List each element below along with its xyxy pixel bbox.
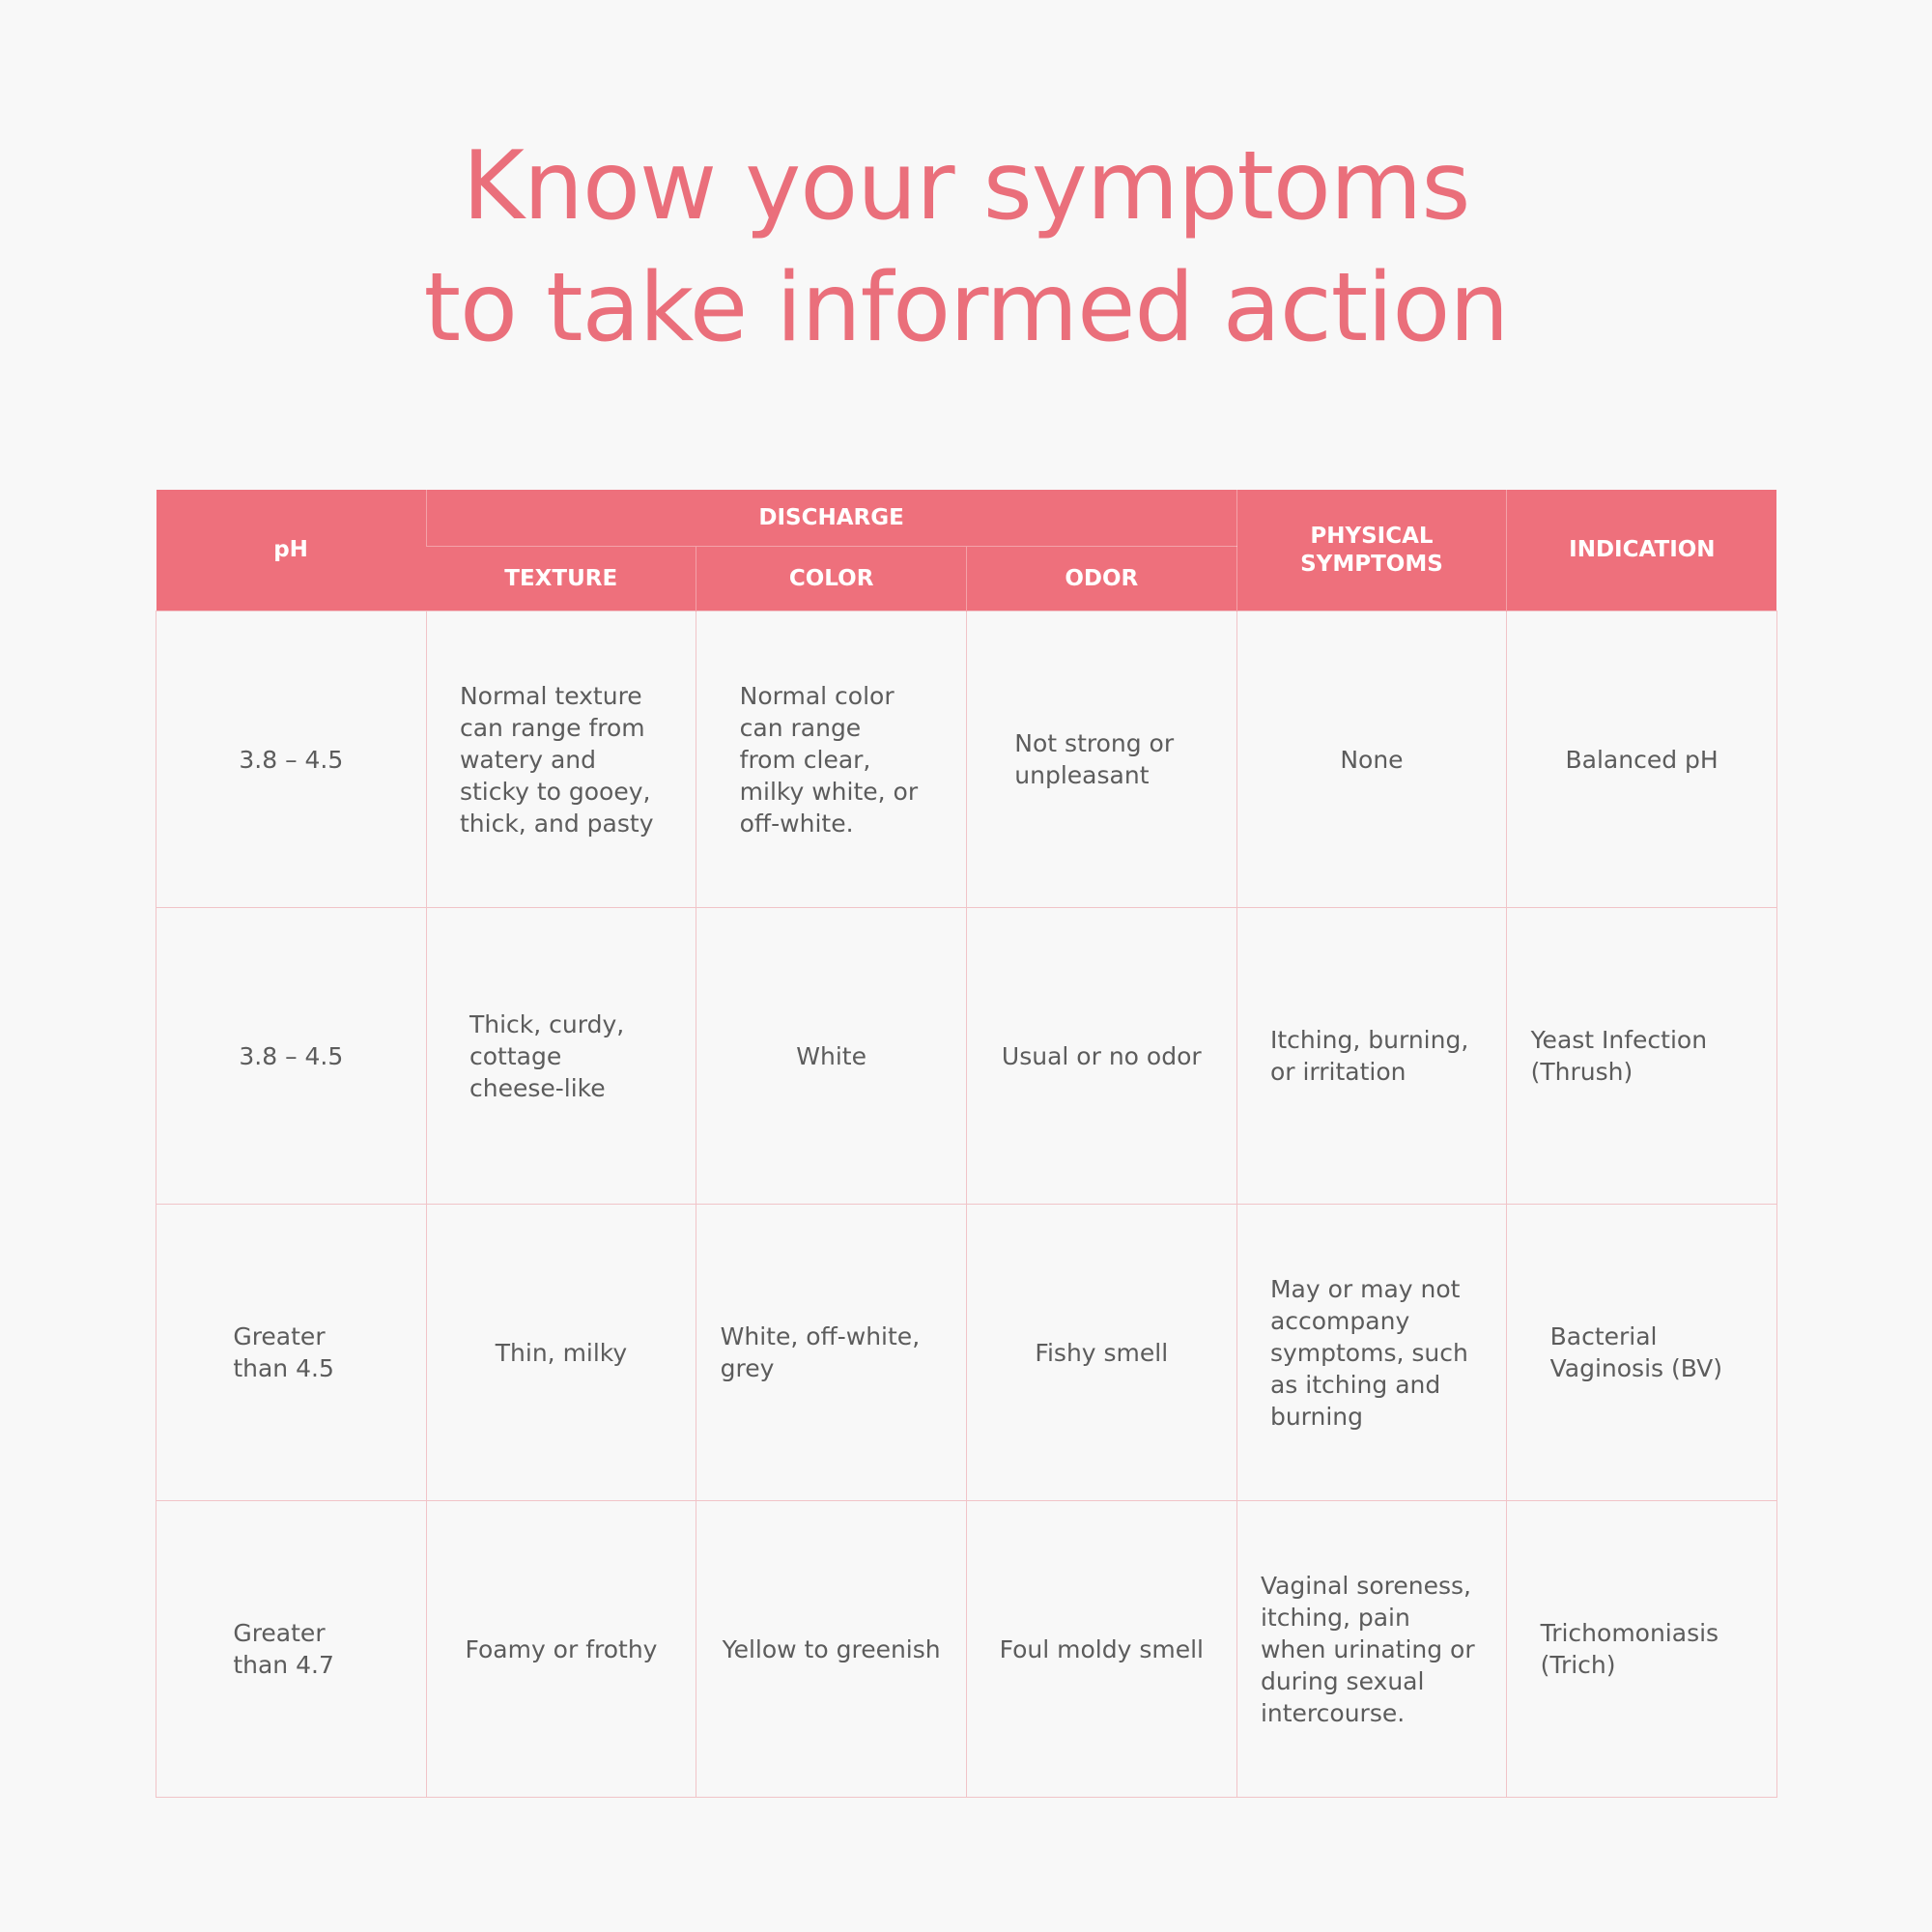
cell-ph: 3.8 – 4.5 bbox=[156, 611, 427, 908]
header-color: COLOR bbox=[696, 547, 967, 611]
cell-indication: Yeast Infection (Thrush) bbox=[1507, 908, 1777, 1205]
header-odor: ODOR bbox=[966, 547, 1236, 611]
cell-color: Normal color can range from clear, milky white, or off-white. bbox=[696, 611, 967, 908]
cell-ph: 3.8 – 4.5 bbox=[156, 908, 427, 1205]
table-row bbox=[156, 1205, 1777, 1501]
header-indication: INDICATION bbox=[1507, 490, 1777, 611]
cell-odor: Fishy smell bbox=[966, 1205, 1236, 1501]
header-discharge: DISCHARGE bbox=[426, 490, 1236, 547]
cell-physical-symptoms: Vaginal soreness, itching, pain when urinating or during sexual intercourse. bbox=[1236, 1501, 1507, 1798]
page-title bbox=[0, 126, 1932, 369]
cell-color: Yellow to greenish bbox=[696, 1501, 967, 1798]
cell-physical-symptoms: None bbox=[1236, 611, 1507, 908]
cell-color: White, off-white, grey bbox=[696, 1205, 967, 1501]
cell-texture: Thick, curdy, cottage cheese-like bbox=[426, 908, 696, 1205]
title-line-1: Know your symptoms bbox=[462, 131, 1470, 242]
header-texture: TEXTURE bbox=[426, 547, 696, 611]
cell-texture: Foamy or frothy bbox=[426, 1501, 696, 1798]
cell-odor: Foul moldy smell bbox=[966, 1501, 1236, 1798]
cell-ph: Greater than 4.7 bbox=[156, 1501, 427, 1798]
table-row bbox=[156, 908, 1777, 1205]
cell-texture: Thin, milky bbox=[426, 1205, 696, 1501]
header-physical-symptoms: PHYSICAL SYMPTOMS bbox=[1236, 490, 1507, 611]
cell-indication: Balanced pH bbox=[1507, 611, 1777, 908]
cell-physical-symptoms: Itching, burning, or irritation bbox=[1236, 908, 1507, 1205]
symptoms-table bbox=[156, 490, 1777, 1798]
cell-texture: Normal texture can range from watery and sticky to gooey, thick, and pasty bbox=[426, 611, 696, 908]
cell-odor: Usual or no odor bbox=[966, 908, 1236, 1205]
cell-indication: Trichomoniasis (Trich) bbox=[1507, 1501, 1777, 1798]
header-ph: pH bbox=[156, 490, 427, 611]
cell-physical-symptoms: May or may not accompany symptoms, such as itching and burning bbox=[1236, 1205, 1507, 1501]
table-row bbox=[156, 611, 1777, 908]
cell-ph: Greater than 4.5 bbox=[156, 1205, 427, 1501]
table-row bbox=[156, 1501, 1777, 1798]
cell-odor: Not strong or unpleasant bbox=[966, 611, 1236, 908]
cell-indication: Bacterial Vaginosis (BV) bbox=[1507, 1205, 1777, 1501]
title-line-2: to take informed action bbox=[423, 253, 1509, 363]
cell-color: White bbox=[696, 908, 967, 1205]
table-header bbox=[156, 490, 1777, 611]
